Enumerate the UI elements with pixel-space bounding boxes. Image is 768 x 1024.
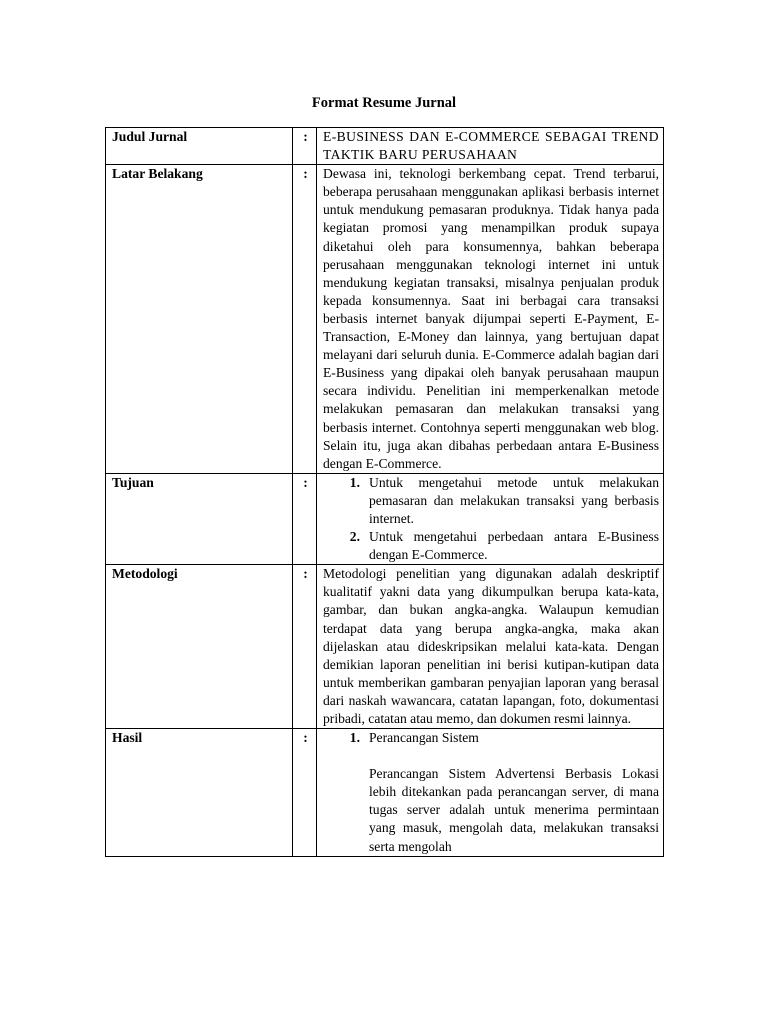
- list-item-number: 2.: [349, 529, 360, 545]
- separator-colon: :: [293, 128, 317, 165]
- label-hasil: Hasil: [106, 729, 293, 857]
- separator-colon: :: [293, 729, 317, 857]
- list-item: [323, 474, 659, 528]
- separator-colon: :: [293, 165, 317, 474]
- tujuan-list: [323, 474, 659, 564]
- resume-table: [105, 127, 664, 857]
- label-latar-belakang: Latar Belakang: [106, 165, 293, 474]
- list-item-body: [369, 729, 659, 856]
- row-tujuan: [106, 473, 664, 564]
- row-metodologi: [106, 565, 664, 729]
- list-item-number: 1.: [349, 730, 360, 746]
- label-metodologi: Metodologi: [106, 565, 293, 729]
- list-item-number: 1.: [349, 474, 360, 490]
- label-judul-jurnal: Judul Jurnal: [106, 128, 293, 165]
- value-latar-belakang: Dewasa ini, teknologi berkembang cepat. Trend terbarui, beberapa perusahaan menggunakan aplikasi berbasis internet untuk mendukung pemasaran produknya. Tidak hanya pada kegiatan promosi yang menampilkan produk supaya diketahui oleh para konsumennya, bahkan beberapa perusahaan menggunakan teknologi internet ini untuk mendukung kegiatan transaksi, misalnya penjualan produk kepada konsumennya. Saat ini berbagai cara transaksi berbasis internet banyak dijumpai seperti E-Payment, E-Transaction, E-Money dan lainnya, yang bertujuan dapat melayani dari seluruh dunia. E-Commerce adalah bagian dari E-Business yang dipakai oleh banyak perusahaan maupun secara individu. Penelitian ini memperkenalkan metode melakukan pemasaran dan melakukan transaksi yang berbasis internet. Contohnya seperti menggunakan web blog. Selain itu, juga akan dibahas perbedaan antara E-Business dengan E-Commerce.: [317, 165, 664, 474]
- separator-colon: :: [293, 565, 317, 729]
- document-title: Format Resume Jurnal: [311, 95, 457, 111]
- value-metodologi: Metodologi penelitian yang digunakan adalah deskriptif kualitatif yakni data yang dikumpulkan berupa kata-kata, gambar, dan bukan angka-angka. Walaupun kemudian terdapat data yang berupa angka-angka, maka akan dijelaskan atau dideskripsikan melalui kata-kata. Dengan demikian laporan penelitian ini berisi kutipan-kutipan data untuk memberikan gambaran penyajian laporan yang berasal dari naskah wawancara, catatan lapangan, foto, dokumentasi pribadi, catatan atau memo, dan dokumen resmi lainnya.: [317, 565, 664, 729]
- row-latar-belakang: [106, 165, 664, 474]
- list-item-text: Untuk mengetahui perbedaan antara E-Business dengan E-Commerce.: [369, 529, 659, 563]
- row-judul-jurnal: [106, 128, 664, 165]
- value-tujuan: [317, 473, 664, 564]
- separator-colon: :: [293, 473, 317, 564]
- list-item-title: Perancangan Sistem: [369, 730, 479, 746]
- value-judul-jurnal: E-BUSINESS DAN E-COMMERCE SEBAGAI TREND TAKTIK BARU PERUSAHAAN: [317, 128, 664, 165]
- list-item-text: Untuk mengetahui metode untuk melakukan pemasaran dan melakukan transaksi yang berbasis internet.: [369, 474, 659, 526]
- hasil-list: [323, 729, 659, 856]
- list-item: [323, 528, 659, 564]
- list-item: [323, 729, 659, 856]
- label-tujuan: Tujuan: [106, 473, 293, 564]
- hasil-paragraph: Perancangan Sistem Advertensi Berbasis Lokasi lebih ditekankan pada perancangan server, di mana tugas server adalah untuk menerima permintaan yang masuk, mengolah data, melakukan transaksi serta mengolah: [369, 766, 659, 854]
- value-hasil: [317, 729, 664, 857]
- row-hasil: [106, 729, 664, 857]
